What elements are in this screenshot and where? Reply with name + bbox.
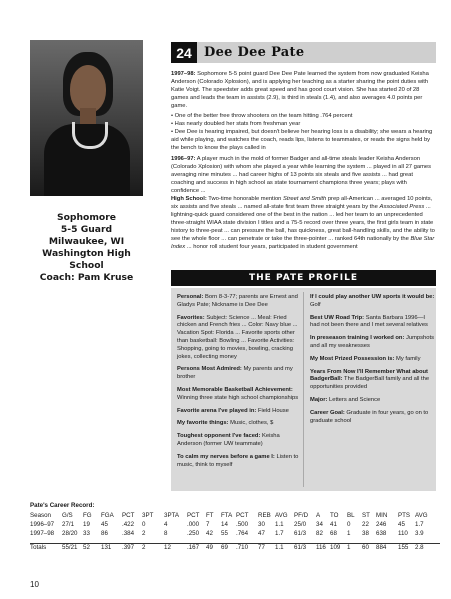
stats-header-row [30,512,440,521]
stats-cell: .422 [122,521,135,528]
stats-total-cell: 49 [206,544,213,551]
stats-cell: 14 [221,521,228,528]
stats-header-cell: MIN [376,512,388,519]
stats-total-cell: .167 [187,544,200,551]
stats-total-cell: 109 [330,544,341,551]
profile-question: To calm my nerves before a game I: [177,453,275,460]
stats-row [30,521,440,530]
profile-question: My favorite things: [177,420,229,427]
profile-answer: Jumpshots and all my weaknesses [310,335,435,349]
profile-entry [310,335,435,351]
para-text: ... honor roll student four years, participated in student government [185,244,358,250]
stats-total-cell: Totals [30,544,47,551]
para-lead: 1997–98: [171,71,196,77]
stats-cell: 0 [142,521,146,528]
stats-header-cell: PCT [187,512,200,519]
profile-divider [303,292,304,487]
stats-cell: 68 [330,530,337,537]
stats-total-cell: 131 [101,544,112,551]
profile-question: Career Goal: [310,409,345,416]
stats-header-cell: ST [362,512,370,519]
profile-question: Persons Most Admired: [177,366,242,373]
profile-question: Most Memorable Basketball Achievement: [177,386,293,393]
stats-cell: 0 [347,521,351,528]
jersey-number: 24 [171,42,197,63]
player-article [171,70,436,253]
stats-cell: 1 [347,530,351,537]
stats-cell: 61/3 [294,530,307,537]
stats-header-cell: 3PT [142,512,154,519]
bullet-item: • Has nearly doubled her stats from freshman year [171,121,301,127]
page-number: 10 [30,580,39,589]
profile-answer: Golf [310,301,321,308]
profile-entry [310,369,435,392]
stats-total-cell: .710 [236,544,249,551]
stats-header-cell: FG [83,512,92,519]
stats-cell: 45 [101,521,108,528]
stats-cell: .764 [236,530,249,537]
profile-question: Personal: [177,294,204,300]
profile-question: Favorites: [177,314,205,321]
career-record [30,502,440,555]
stats-cell: 25/0 [294,521,307,528]
stats-cell: 82 [316,530,323,537]
stats-header-cell: 3PTA [164,512,180,519]
stats-cell: 110 [398,530,408,537]
stats-cell: 246 [376,521,387,528]
stats-total-cell: 69 [221,544,228,551]
stats-cell: 28/20 [62,530,78,537]
stats-cell: 27/1 [62,521,75,528]
stats-cell: .250 [187,530,200,537]
stats-cell: 22 [362,521,369,528]
stats-cell: 45 [398,521,405,528]
stats-cell: 1.7 [275,530,284,537]
profile-answer: Keisha Anderson (former UW teammate) [177,433,280,447]
stats-total-cell: 155 [398,544,409,551]
stats-cell: 33 [83,530,90,537]
para-lead: High School: [171,196,207,202]
profile-answer: Music, clothes, $ [228,420,274,427]
stats-total-cell: 55/21 [62,544,78,551]
para-emphasis: Associated Press [379,204,425,210]
stats-total-cell: 77 [258,544,265,551]
stats-header-cell: A [316,512,321,519]
profile-entry [310,315,435,331]
bullet-item: • Dee Dee is hearing impaired, but doesn't believe her hearing loss is a disability; she wears a hearing aid while playing, and watches the coach, reads lips, listens to teammates, or reads the signs held by the bench to know the plays called in [171,129,433,151]
player-bio [30,212,143,284]
stats-cell: 41 [330,521,337,528]
profile-question: Major: [310,396,328,403]
stats-total-cell: 1 [347,544,351,551]
para-text: Sophomore 5-5 point guard Dee Dee Pate learned the system from now graduated Keisha Anderson (Colorado Xplosion), and is applying her teaching as a starter sharing the point duties with Katie Voigt. The speedster adds great speed and has good court vision. She has started 20 of 28 games and leads the team in assists (2.9), is third in steals (1.4), and also averages 4.0 points per game. [171,71,429,109]
stats-total-cell: 52 [83,544,90,551]
para-lead: 1996–97: [171,156,196,162]
profile-entry [177,387,302,403]
stats-total-cell: 2 [142,544,146,551]
profile-entry [310,294,435,310]
stats-total-cell: 116 [316,544,326,551]
bio-coach: Coach: Pam Kruse [39,272,134,283]
profile-entry [310,397,435,405]
stats-cell: 55 [221,530,228,537]
stats-header-cell: AVG [415,512,428,519]
profile-answer: My parents and my brother [177,366,293,381]
stats-cell: 38 [362,530,369,537]
para-emphasis: Street and Smith [283,196,327,202]
profile-heading: THE PATE PROFILE [171,270,436,286]
profile-entry [177,408,302,416]
profile-entry [177,454,302,470]
profile-answer: Born 8-3-77; parents are Ernest and Gladys Pate; Nickname is Dee Dee [177,294,298,308]
profile-answer: My family [394,355,421,362]
stats-cell: 2 [142,530,146,537]
stats-total-cell: 1.1 [275,544,284,551]
profile-entry [177,294,302,310]
stats-cell: 1997–98 [30,530,55,537]
profile-entry [177,420,302,428]
bio-hometown: Milwaukee, WI [48,236,125,247]
profile-entry [310,356,435,364]
stats-header-cell: FGA [101,512,114,519]
bio-school: Washington High School [42,248,131,271]
profile-entry [177,366,302,382]
stats-cell: .000 [187,521,200,528]
stats-header-cell: PTS [398,512,411,519]
stats-cell: 7 [206,521,210,528]
stats-cell: 8 [164,530,168,537]
profile-question: Toughest opponent I've faced: [177,433,261,440]
profile-answer: Field House [256,407,289,414]
career-record-caption: Pate's Career Record: [30,502,95,509]
profile-question: In preseason training I worked on: [310,335,405,342]
stats-cell: 34 [316,521,323,528]
bio-class: Sophomore [56,212,116,223]
stats-header-cell: FT [206,512,214,519]
stats-header-cell: REB [258,512,271,519]
player-title-bar [171,42,436,63]
para-text: Two-time honorable mention [206,196,284,202]
stats-total-row [30,543,440,555]
para-text: prep all-American ... averaged 10 points, six assists and five steals ... named all-state first team three straight years by the [171,196,433,210]
stats-cell: 19 [83,521,90,528]
para-emphasis: Blue Star Index [171,236,435,250]
stats-header-cell: Season [30,512,51,519]
profile-left-column [177,294,302,474]
stats-cell: .384 [122,530,135,537]
profile-entry [177,315,302,362]
stats-total-cell: 12 [164,544,171,551]
stats-total-cell: 61/3 [294,544,307,551]
stats-total-cell: .397 [122,544,135,551]
profile-question: My Most Prized Possession is: [310,355,395,362]
stats-cell: 86 [101,530,108,537]
stats-header-cell: G/S [62,512,73,519]
stats-total-cell: 2.8 [415,544,424,551]
profile-answer: Winning three state high school championships [177,394,299,401]
profile-right-column [310,294,435,430]
bio-position: 5-5 Guard [60,224,113,235]
stats-cell: 42 [206,530,213,537]
paragraph-1996-97 [171,155,436,251]
player-photo [30,40,143,196]
stats-header-cell: FTA [221,512,233,519]
profile-answer: Listen to music, think to myself [177,453,299,468]
profile-question: Best UW Road Trip: [310,314,365,321]
stats-header-cell: PF/D [294,512,309,519]
profile-question: Years From Now I'll Remember What about BadgerBall: [310,368,428,383]
stats-header-cell: BL [347,512,355,519]
profile-answer: Subject: Science ... Meal: Fried chicken and French fries ... Color: Navy blue ... Vacation Spot: Florida ... Favorite sports other than basketball: Bowling ... Favorite Activities: Shopping, going to movies, bowling, cracking jokes, collecting money [177,314,298,360]
stats-header-cell: AVG [275,512,288,519]
profile-answer: Santa Barbara 1996—I had not been there and I met several relatives [310,314,428,329]
paragraph-1997-98 [171,70,436,110]
player-name: Dee Dee Pate [204,45,305,60]
stats-cell: 1.7 [415,521,424,528]
profile-question: Favorite arena I've played in: [177,407,257,414]
stats-cell: .500 [236,521,249,528]
profile-entry [310,410,435,426]
stats-cell: 30 [258,521,265,528]
stats-cell: 4 [164,521,168,528]
stats-total-cell: 884 [376,544,387,551]
stats-header-cell: TO [330,512,339,519]
stats-cell: 47 [258,530,265,537]
profile-answer: The BadgerBall family and all the opportunities provided [310,376,430,391]
stats-header-cell: PCT [236,512,249,519]
stats-header-cell: PCT [122,512,135,519]
stats-row [30,530,440,539]
stats-total-cell: 60 [362,544,369,551]
para-text: A player much in the mold of former Badger and all-time steals leader Keisha Anderson (Colorado Xplosion) with whom she played a year while learning the system ... played in all 27 games averaging nine minutes ... had career highs of 13 points six steals and five assists ... had great coaching and success in high school as state tournament champions three years; plays with confidence ... [171,156,432,194]
bullet-item: • One of the better free throw shooters on the team hitting .764 percent [171,113,353,119]
stats-cell: 3.9 [415,530,424,537]
profile-entry [177,433,302,449]
stats-cell: 1.1 [275,521,284,528]
stats-cell: 638 [376,530,387,537]
stats-cell: 1996–97 [30,521,55,528]
profile-answer: Letters and Science [327,396,381,403]
profile-question: If I could play another UW sports it would be: [310,294,435,300]
profile-answer: Graduate in four years, go on to graduate school [310,409,429,424]
para-text: ... lightning-quick guard considered one of the best in the nation ... led her team to an unprecedented three-straight WIAA state division I titles and a 75-5 record over three years, the first girls team in state history to three-peat ... can pressure the ball, has quickness, great ball-handling skills, and the ability to see the whole floor ... can penetrate or take the three-pointer ... ranked 64th nationally by the [171,204,435,242]
